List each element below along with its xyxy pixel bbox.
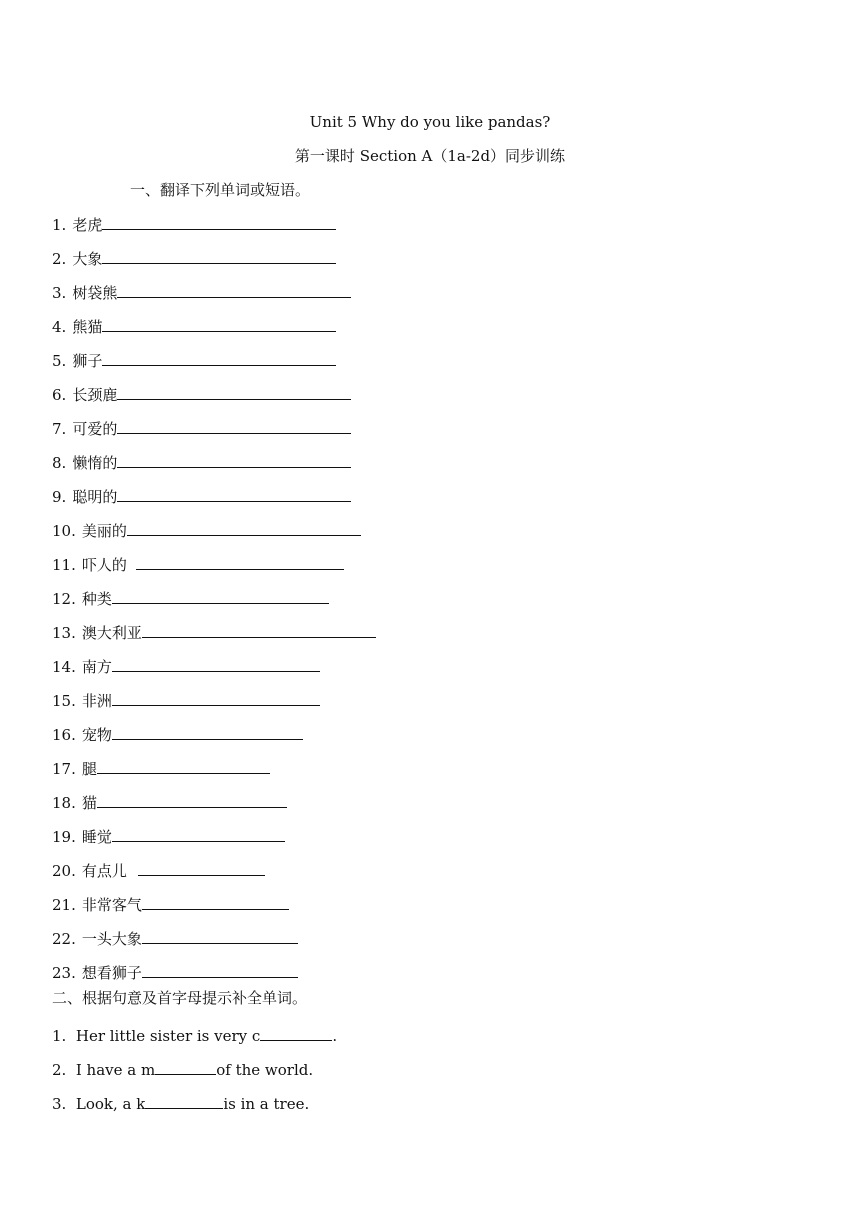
sentence-end: is in a tree. bbox=[223, 1095, 310, 1113]
document-title: Unit 5 Why do you like pandas? bbox=[309, 113, 551, 131]
list-item bbox=[52, 214, 336, 236]
item-number: 20. bbox=[52, 862, 76, 880]
item-term: 熊猫 bbox=[72, 318, 103, 336]
list-item bbox=[52, 316, 336, 338]
answer-blank bbox=[136, 554, 344, 570]
item-number: 21. bbox=[52, 896, 76, 914]
answer-blank bbox=[112, 724, 303, 740]
item-number: 3. bbox=[52, 1095, 67, 1113]
answer-blank bbox=[112, 588, 329, 604]
answer-blank bbox=[97, 758, 270, 774]
answer-blank bbox=[102, 350, 336, 366]
item-term: 老虎 bbox=[72, 216, 103, 234]
item-term: 南方 bbox=[81, 658, 112, 676]
item-term: 睡觉 bbox=[81, 828, 112, 846]
item-number: 17. bbox=[52, 760, 76, 778]
list-item bbox=[52, 826, 285, 848]
item-number: 5. bbox=[52, 352, 67, 370]
sentence-end: of the world. bbox=[216, 1061, 314, 1079]
answer-blank bbox=[112, 656, 320, 672]
item-term: 腿 bbox=[81, 760, 97, 778]
list-item bbox=[52, 1060, 313, 1080]
answer-blank bbox=[142, 928, 298, 944]
list-item bbox=[52, 690, 320, 712]
item-number: 4. bbox=[52, 318, 67, 336]
list-item bbox=[52, 554, 344, 576]
item-number: 6. bbox=[52, 386, 67, 404]
list-item bbox=[52, 758, 270, 780]
item-number: 8. bbox=[52, 454, 67, 472]
list-item bbox=[52, 418, 351, 440]
list-item bbox=[52, 792, 287, 814]
item-term: 长颈鹿 bbox=[72, 386, 118, 404]
item-number: 16. bbox=[52, 726, 76, 744]
answer-blank bbox=[142, 622, 376, 638]
list-item bbox=[52, 894, 289, 916]
item-term: 美丽的 bbox=[81, 522, 127, 540]
item-number: 1. bbox=[52, 216, 67, 234]
item-term: 澳大利亚 bbox=[81, 624, 142, 642]
list-item bbox=[52, 656, 320, 678]
item-term: 大象 bbox=[72, 250, 103, 268]
item-number: 18. bbox=[52, 794, 76, 812]
answer-blank bbox=[97, 792, 287, 808]
section-2-heading: 二、根据句意及首字母提示补全单词。 bbox=[52, 989, 308, 1007]
answer-blank bbox=[260, 1026, 332, 1041]
item-number: 15. bbox=[52, 692, 76, 710]
answer-blank bbox=[117, 282, 351, 298]
item-term: 可爱的 bbox=[72, 420, 118, 438]
item-term: 树袋熊 bbox=[72, 284, 118, 302]
answer-blank bbox=[112, 690, 320, 706]
item-term: 宠物 bbox=[81, 726, 112, 744]
list-item bbox=[52, 928, 298, 950]
answer-blank bbox=[117, 486, 351, 502]
item-term: 猫 bbox=[81, 794, 97, 812]
item-term: 懒惰的 bbox=[72, 454, 118, 472]
item-number: 1. bbox=[52, 1027, 67, 1045]
list-item bbox=[52, 724, 303, 746]
list-item bbox=[52, 622, 376, 644]
list-item bbox=[52, 1026, 337, 1046]
item-number: 7. bbox=[52, 420, 67, 438]
list-item bbox=[52, 350, 336, 372]
sentence-end: . bbox=[332, 1027, 338, 1045]
item-number: 22. bbox=[52, 930, 76, 948]
item-term: 有点儿 bbox=[81, 862, 127, 880]
item-number: 19. bbox=[52, 828, 76, 846]
item-term: 狮子 bbox=[72, 352, 103, 370]
item-number: 23. bbox=[52, 964, 76, 982]
item-term: 吓人的 bbox=[81, 556, 127, 574]
item-number: 2. bbox=[52, 250, 67, 268]
answer-blank bbox=[102, 214, 336, 230]
answer-blank bbox=[117, 384, 351, 400]
answer-blank bbox=[127, 520, 361, 536]
section-1-heading: 一、翻译下列单词或短语。 bbox=[130, 181, 311, 199]
item-term: 非洲 bbox=[81, 692, 112, 710]
sentence-start: Her little sister is very c bbox=[75, 1027, 261, 1045]
list-item bbox=[52, 384, 351, 406]
list-item bbox=[52, 520, 361, 542]
list-item bbox=[52, 486, 351, 508]
item-term: 一头大象 bbox=[81, 930, 142, 948]
answer-blank bbox=[102, 316, 336, 332]
sentence-start: Look, a k bbox=[75, 1095, 146, 1113]
item-number: 10. bbox=[52, 522, 76, 540]
list-item bbox=[52, 282, 351, 304]
item-number: 12. bbox=[52, 590, 76, 608]
answer-blank bbox=[138, 860, 265, 876]
list-item bbox=[52, 452, 351, 474]
item-number: 11. bbox=[52, 556, 76, 574]
list-item bbox=[52, 588, 329, 610]
answer-blank bbox=[112, 826, 285, 842]
answer-blank bbox=[155, 1060, 216, 1075]
answer-blank bbox=[117, 452, 351, 468]
item-term: 非常客气 bbox=[81, 896, 142, 914]
answer-blank bbox=[145, 1094, 223, 1109]
item-number: 14. bbox=[52, 658, 76, 676]
item-term: 想看狮子 bbox=[81, 964, 142, 982]
list-item bbox=[52, 1094, 309, 1114]
item-number: 9. bbox=[52, 488, 67, 506]
item-term: 聪明的 bbox=[72, 488, 118, 506]
item-number: 3. bbox=[52, 284, 67, 302]
list-item bbox=[52, 860, 265, 882]
answer-blank bbox=[102, 248, 336, 264]
document-subtitle: 第一课时 Section A（1a-2d）同步训练 bbox=[294, 147, 566, 165]
list-item bbox=[52, 248, 336, 270]
sentence-start: I have a m bbox=[75, 1061, 156, 1079]
answer-blank bbox=[142, 962, 298, 978]
item-number: 2. bbox=[52, 1061, 67, 1079]
item-term: 种类 bbox=[81, 590, 112, 608]
list-item bbox=[52, 962, 298, 984]
answer-blank bbox=[117, 418, 351, 434]
answer-blank bbox=[142, 894, 289, 910]
item-number: 13. bbox=[52, 624, 76, 642]
